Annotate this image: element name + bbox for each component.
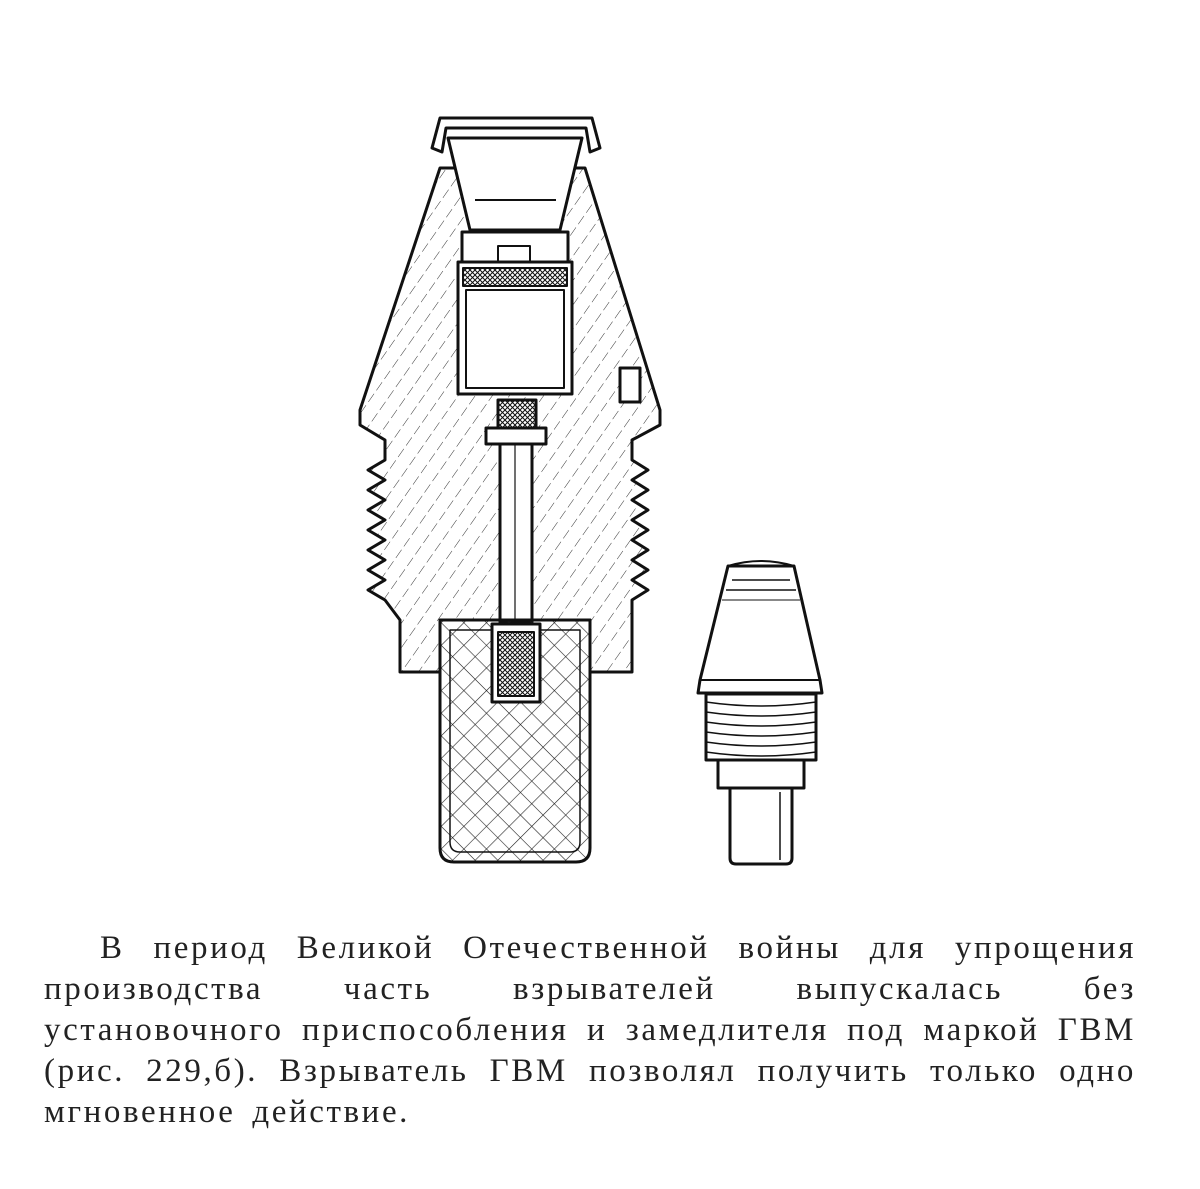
- caption-paragraph: В период Великой Отечественной войны для упрощения производства часть взрывателей выпускалась без установочного приспособления и замедлителя под маркой ГВМ (рис. 229,б). Взрыватель ГВМ позволял получить только одно мгновенное действие.: [44, 930, 1136, 1130]
- fuze-gvm-external-view-icon: [698, 561, 822, 864]
- fuze-sectional-view-icon: [360, 118, 660, 862]
